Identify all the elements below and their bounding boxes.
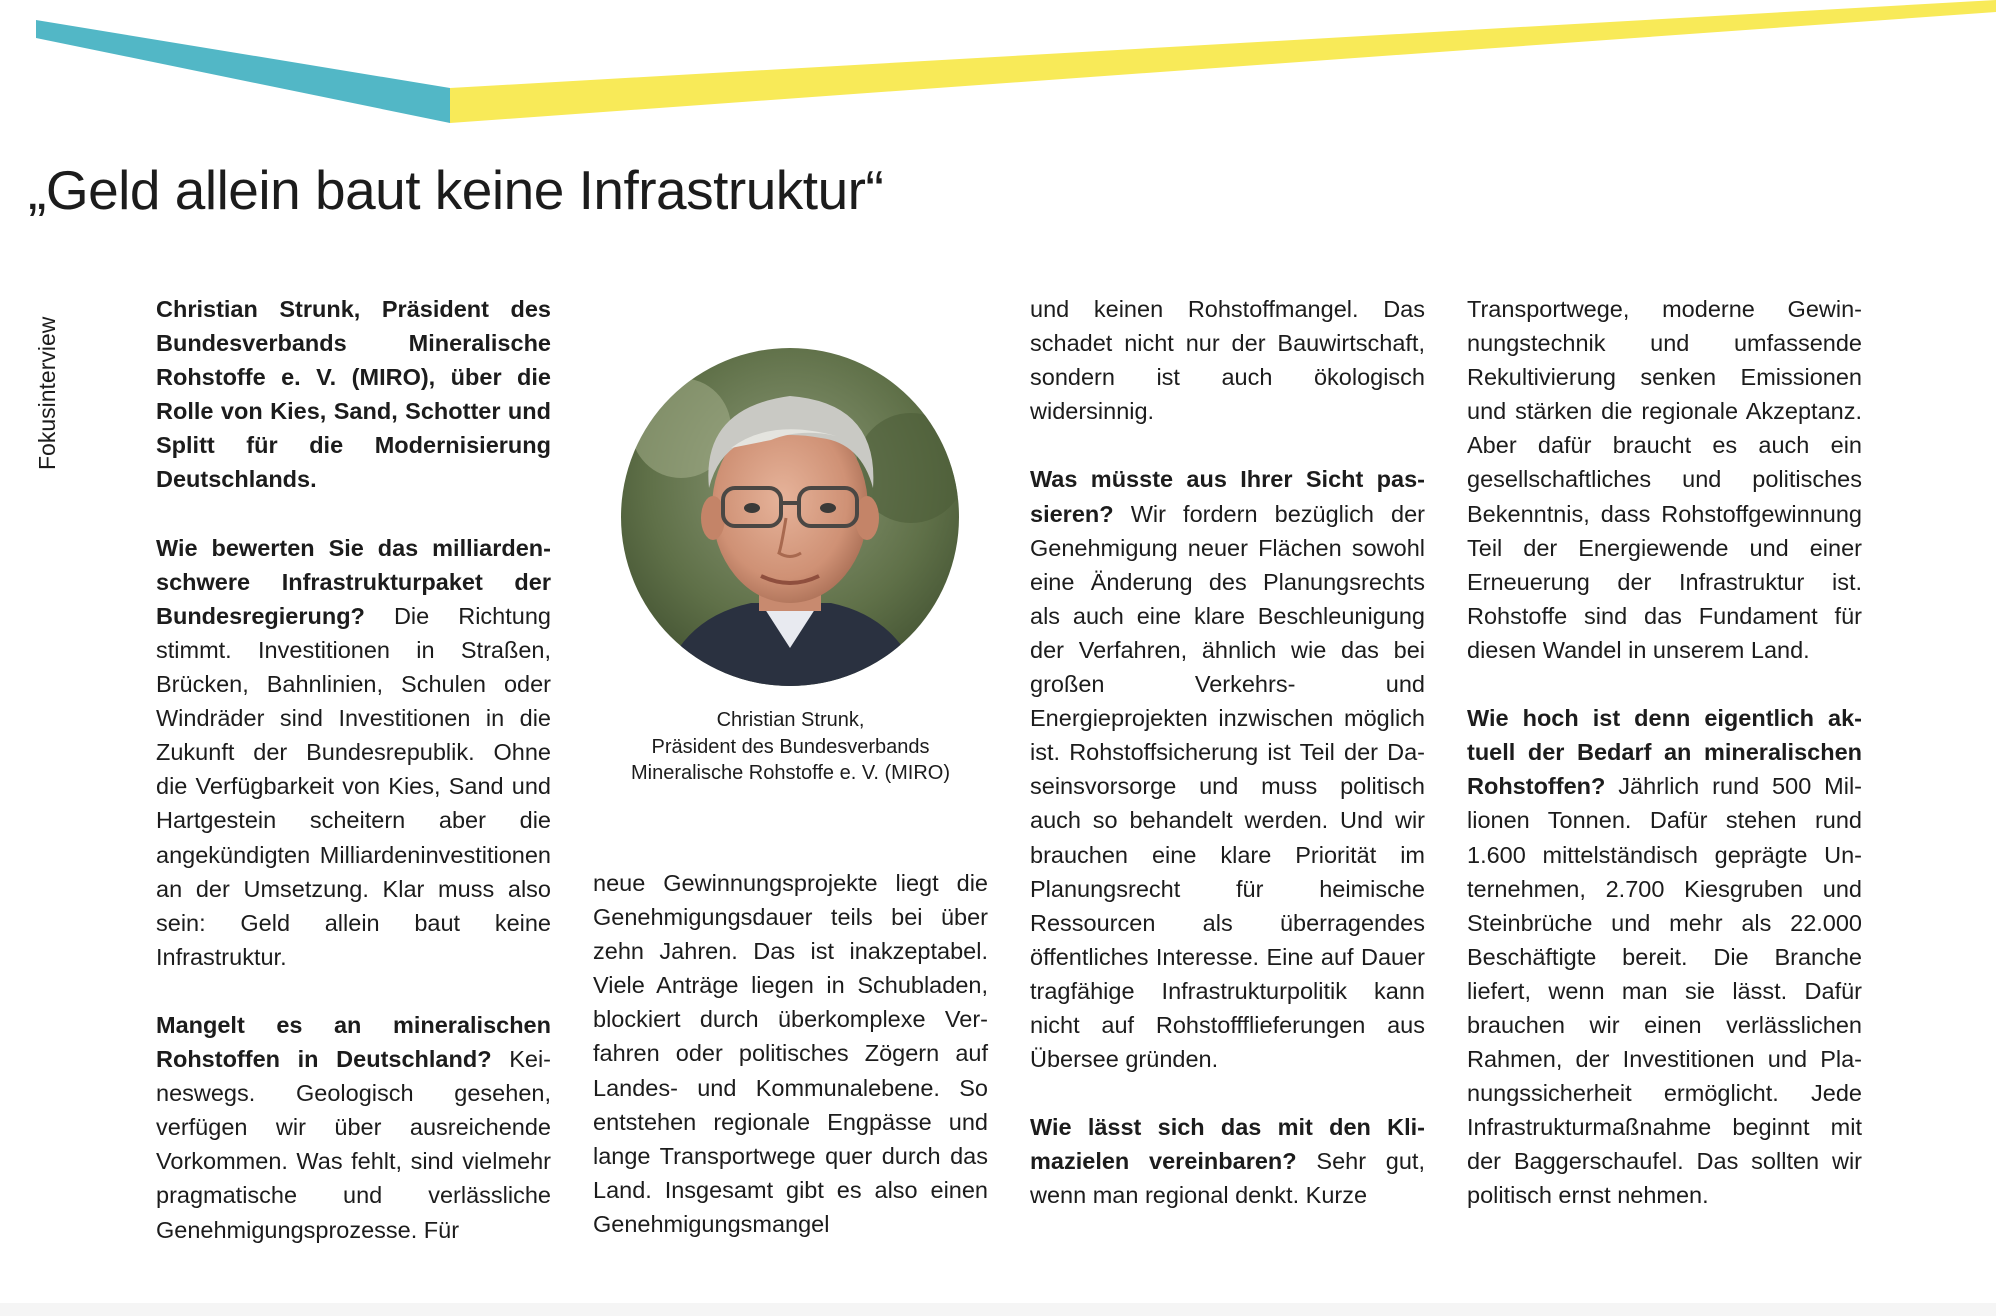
answer-2-continued xyxy=(593,866,988,1241)
question-3: Was müsste aus Ihrer Sicht passieren? xyxy=(1030,466,1425,527)
answer-3: Wir fordern bezüglich der Genehmigung neuer Flächen sowohl eine Änderung des Planungsrechts als auch eine klare Beschleunigung der Verfahren, ähnlich wie das bei großen Verkehrs- und Energieprojekten inzwischen möglich ist. Rohstoffsicherung ist Teil der Daseinsvorsorge und muss politisch auch so behandelt werden. Und wir brauchen eine klare Priorität im Planungsrecht für heimische Ressourcen als überragendes öffentliches Interesse. Eine auf Dauer tragfähige Infrastrukturpolitik kann nicht auf Rohstoffflieferungen aus Übersee gründen. xyxy=(1030,500,1425,1073)
answer-2-conclusion xyxy=(1030,292,1425,428)
header-stripe xyxy=(0,0,1996,130)
caption-line-3: Mineralische Rohstoffe e. V. (MIRO) xyxy=(630,762,950,784)
answer-4-part-1: Sehr gut, wenn man regional denkt. Kurze xyxy=(1030,1148,1425,1209)
interview-question-4 xyxy=(1030,1110,1425,1212)
answer-2-part-2: neue Gewinnungsprojekte liegt die Genehmigungsdauer teils bei über zehn Jahren. Das ist inakzeptabel. Viele Anträge liegen in Schubladen, blockiert durch überkomplexe Verfahren oder politisches Zögern auf Landes- und Kommunalebene. So entstehen regionale Engpässe und lange Transportwege quer durch das Land. Insgesamt gibt es also einen Genehmigungsmangel xyxy=(593,870,988,1237)
answer-5: Jährlich rund 500 Millionen Tonnen. Dafür stehen rund 1.600 mittelständisch geprägte Unternehmen, 2.700 Kiesgruben und Steinbrüche und mehr als 22.000 Beschäftigte bereit. Die Branche liefert, wenn man sie lässt. Dafür brauchen wir einen verlässlichen Rahmen, der Investitionen und Planungssicherheit ermöglicht. Jede Infrastrukturmaßnahme beginnt mit der Baggerschaufel. Das sollten wir politisch ernst nehmen. xyxy=(1467,773,1862,1209)
answer-2-part-3: und keinen Rohstoffmangel. Das schadet nicht nur der Bauwirtschaft, sondern ist auch ökologisch widersinnig. xyxy=(1030,296,1425,425)
page-bottom-edge xyxy=(0,1303,1996,1316)
answer-1: Die Richtung stimmt. Investitionen in Straßen, Brücken, Bahnlinien, Schulen oder Windräder sind Investitionen in die Zukunft der Bundesrepublik. Ohne die Verfügbarkeit von Kies, Sand und Hartgestein scheitern aber die angekündigten Milliardeninvestitionen an der Umsetzung. Klar muss also sein: Geld allein baut keine Infrastruktur. xyxy=(156,602,551,970)
portrait-photo xyxy=(621,348,959,686)
interview-question-2 xyxy=(156,1008,551,1247)
article-column-4 xyxy=(1467,292,1862,1213)
answer-2-part-1: Keineswegs. Geologisch gesehen, verfügen wir über ausreichende Vorkommen. Was fehlt, sind vielmehr pragmatische und verlässliche Genehmigungsprozesse. Für xyxy=(156,1046,551,1243)
section-label: Fokusinterview xyxy=(34,316,60,470)
interview-question-1 xyxy=(156,531,551,974)
portrait-illustration xyxy=(621,348,959,686)
teal-stripe xyxy=(36,20,450,123)
article-column-1 xyxy=(156,292,551,1247)
portrait-caption xyxy=(593,707,988,787)
question-2: Mangelt es an mineralischen Rohstoffen in Deutschland? xyxy=(156,1011,551,1073)
question-5: Wie hoch ist denn eigentlich aktuell der Bedarf an mineralischen Rohstoffen? xyxy=(1467,705,1862,800)
answer-4-part-2: Transportwege, moderne Gewinnungstechnik und umfassende Rekultivierung senken Emissionen und stärken die regionale Akzeptanz. Aber dafür braucht es auch ein gesellschaftliches und politisches Bekenntnis, dass Rohstoffgewinnung Teil der Energiewende und einer Erneuerung der Infrastruktur ist. Rohstoffe sind das Fundament für diesen Wandel in unserem Land. xyxy=(1467,296,1862,663)
interview-question-3 xyxy=(1030,462,1425,1076)
intro-text: Christian Strunk, Präsident des Bundesverbands Mineralische Rohstoffe e. V. (MIRO), über die Rolle von Kies, Sand, Schotter und Splitt für die Modernisierung Deutschlands. xyxy=(156,296,551,493)
intro-paragraph xyxy=(156,292,551,497)
answer-4-continued xyxy=(1467,292,1862,667)
article-column-3 xyxy=(1030,292,1425,1213)
question-1: Wie bewerten Sie das milliardenschwere Infrastrukturpaket der Bundesregierung? xyxy=(156,534,551,629)
caption-line-2: Präsident des Bundesverbands xyxy=(651,735,930,758)
caption-line-1: Christian Strunk, xyxy=(716,709,865,731)
question-4: Wie lässt sich das mit den Klimazielen vereinbaren? xyxy=(1030,1114,1425,1175)
interview-question-5 xyxy=(1467,701,1862,1212)
article-column-2 xyxy=(593,866,988,1241)
yellow-stripe xyxy=(450,0,1996,123)
page-title: „Geld allein baut keine Infrastruktur“ xyxy=(28,159,884,221)
